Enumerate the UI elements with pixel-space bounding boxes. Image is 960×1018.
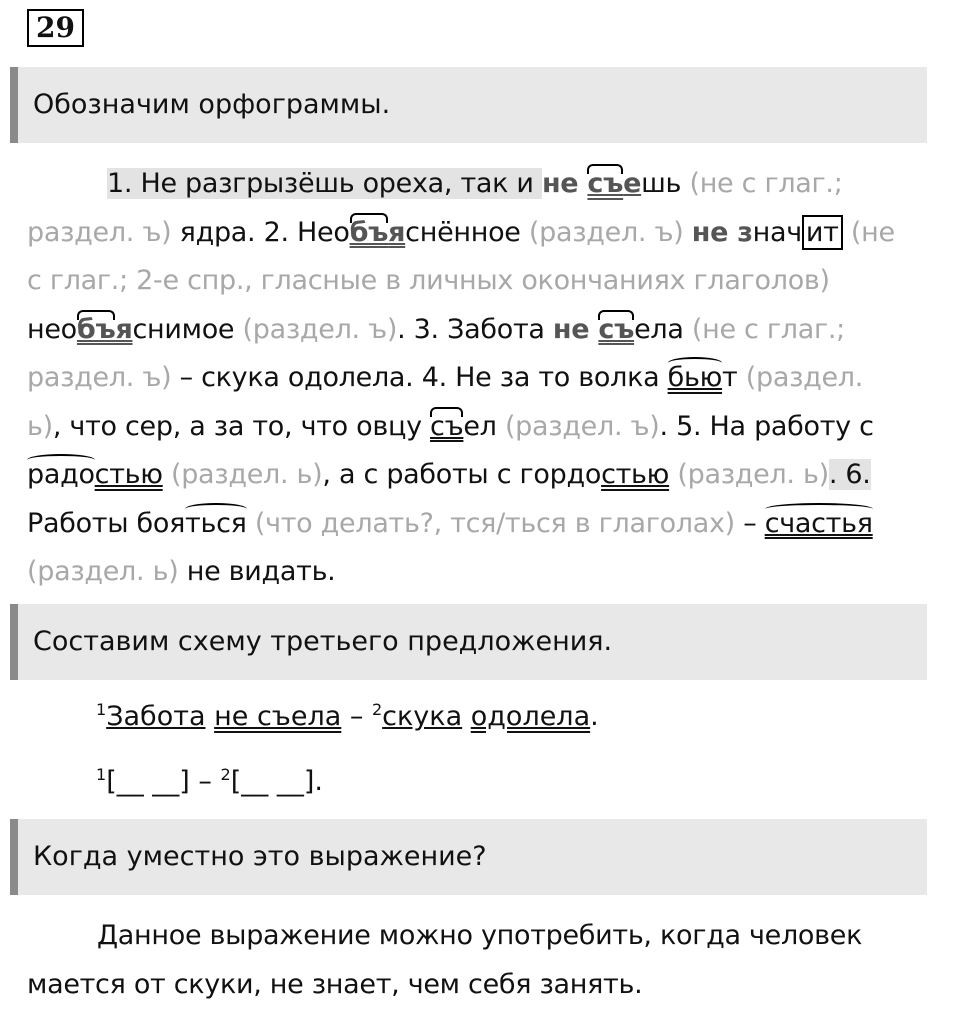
section-header-orthograms: Обозначим орфограммы. xyxy=(10,67,927,143)
section-header-scheme: Составим схему третьего предложения. xyxy=(10,604,927,680)
answer-line-1: Данное выражение можно употребить, когда человек xyxy=(97,920,863,951)
text-line-6: ь), что сер, а за то, что овцу съел (раздел. ъ). 5. На работу с xyxy=(27,403,932,452)
text-line-4: необъяснимое (раздел. ъ). 3. Забота не съела (не с глаг.; xyxy=(27,306,932,355)
exercise-number: 29 xyxy=(27,9,84,47)
text-line-9: (раздел. ь) не видать. xyxy=(27,556,336,587)
text-line-8: Работы бояться (что делать?, тся/ться в глаголах) – счастья xyxy=(27,500,932,549)
text-line-2: раздел. ъ) ядра. 2. Необъяснённое (раздел. ъ) не знач ит (не xyxy=(27,209,932,258)
text-line-5: раздел. ъ) – скука одолела. 4. Не за то волка бьют (раздел. xyxy=(27,354,932,403)
text-line-7: радостью (раздел. ь), а с работы с гордостью (раздел. ь). 6. xyxy=(27,451,932,500)
scheme-sentence: $^1$Забота не съела – $^2$скука одолела. xyxy=(96,700,599,732)
main-text xyxy=(27,160,932,597)
text-line-3: с глаг.; 2-е спр., гласные в личных окончаниях глаголов) xyxy=(27,265,830,296)
scheme-pattern: $^1$[__ __] – $^2$[__ __]. xyxy=(96,765,323,797)
section-header-usage: Когда уместно это выражение? xyxy=(10,819,927,895)
usage-answer xyxy=(27,912,932,1009)
answer-line-2: мается от скуки, не знает, чем себя занять. xyxy=(27,968,643,1000)
text-line-1: 1. Не разгрызёшь ореха, так и не съешь (не с глаг.; xyxy=(27,160,932,209)
